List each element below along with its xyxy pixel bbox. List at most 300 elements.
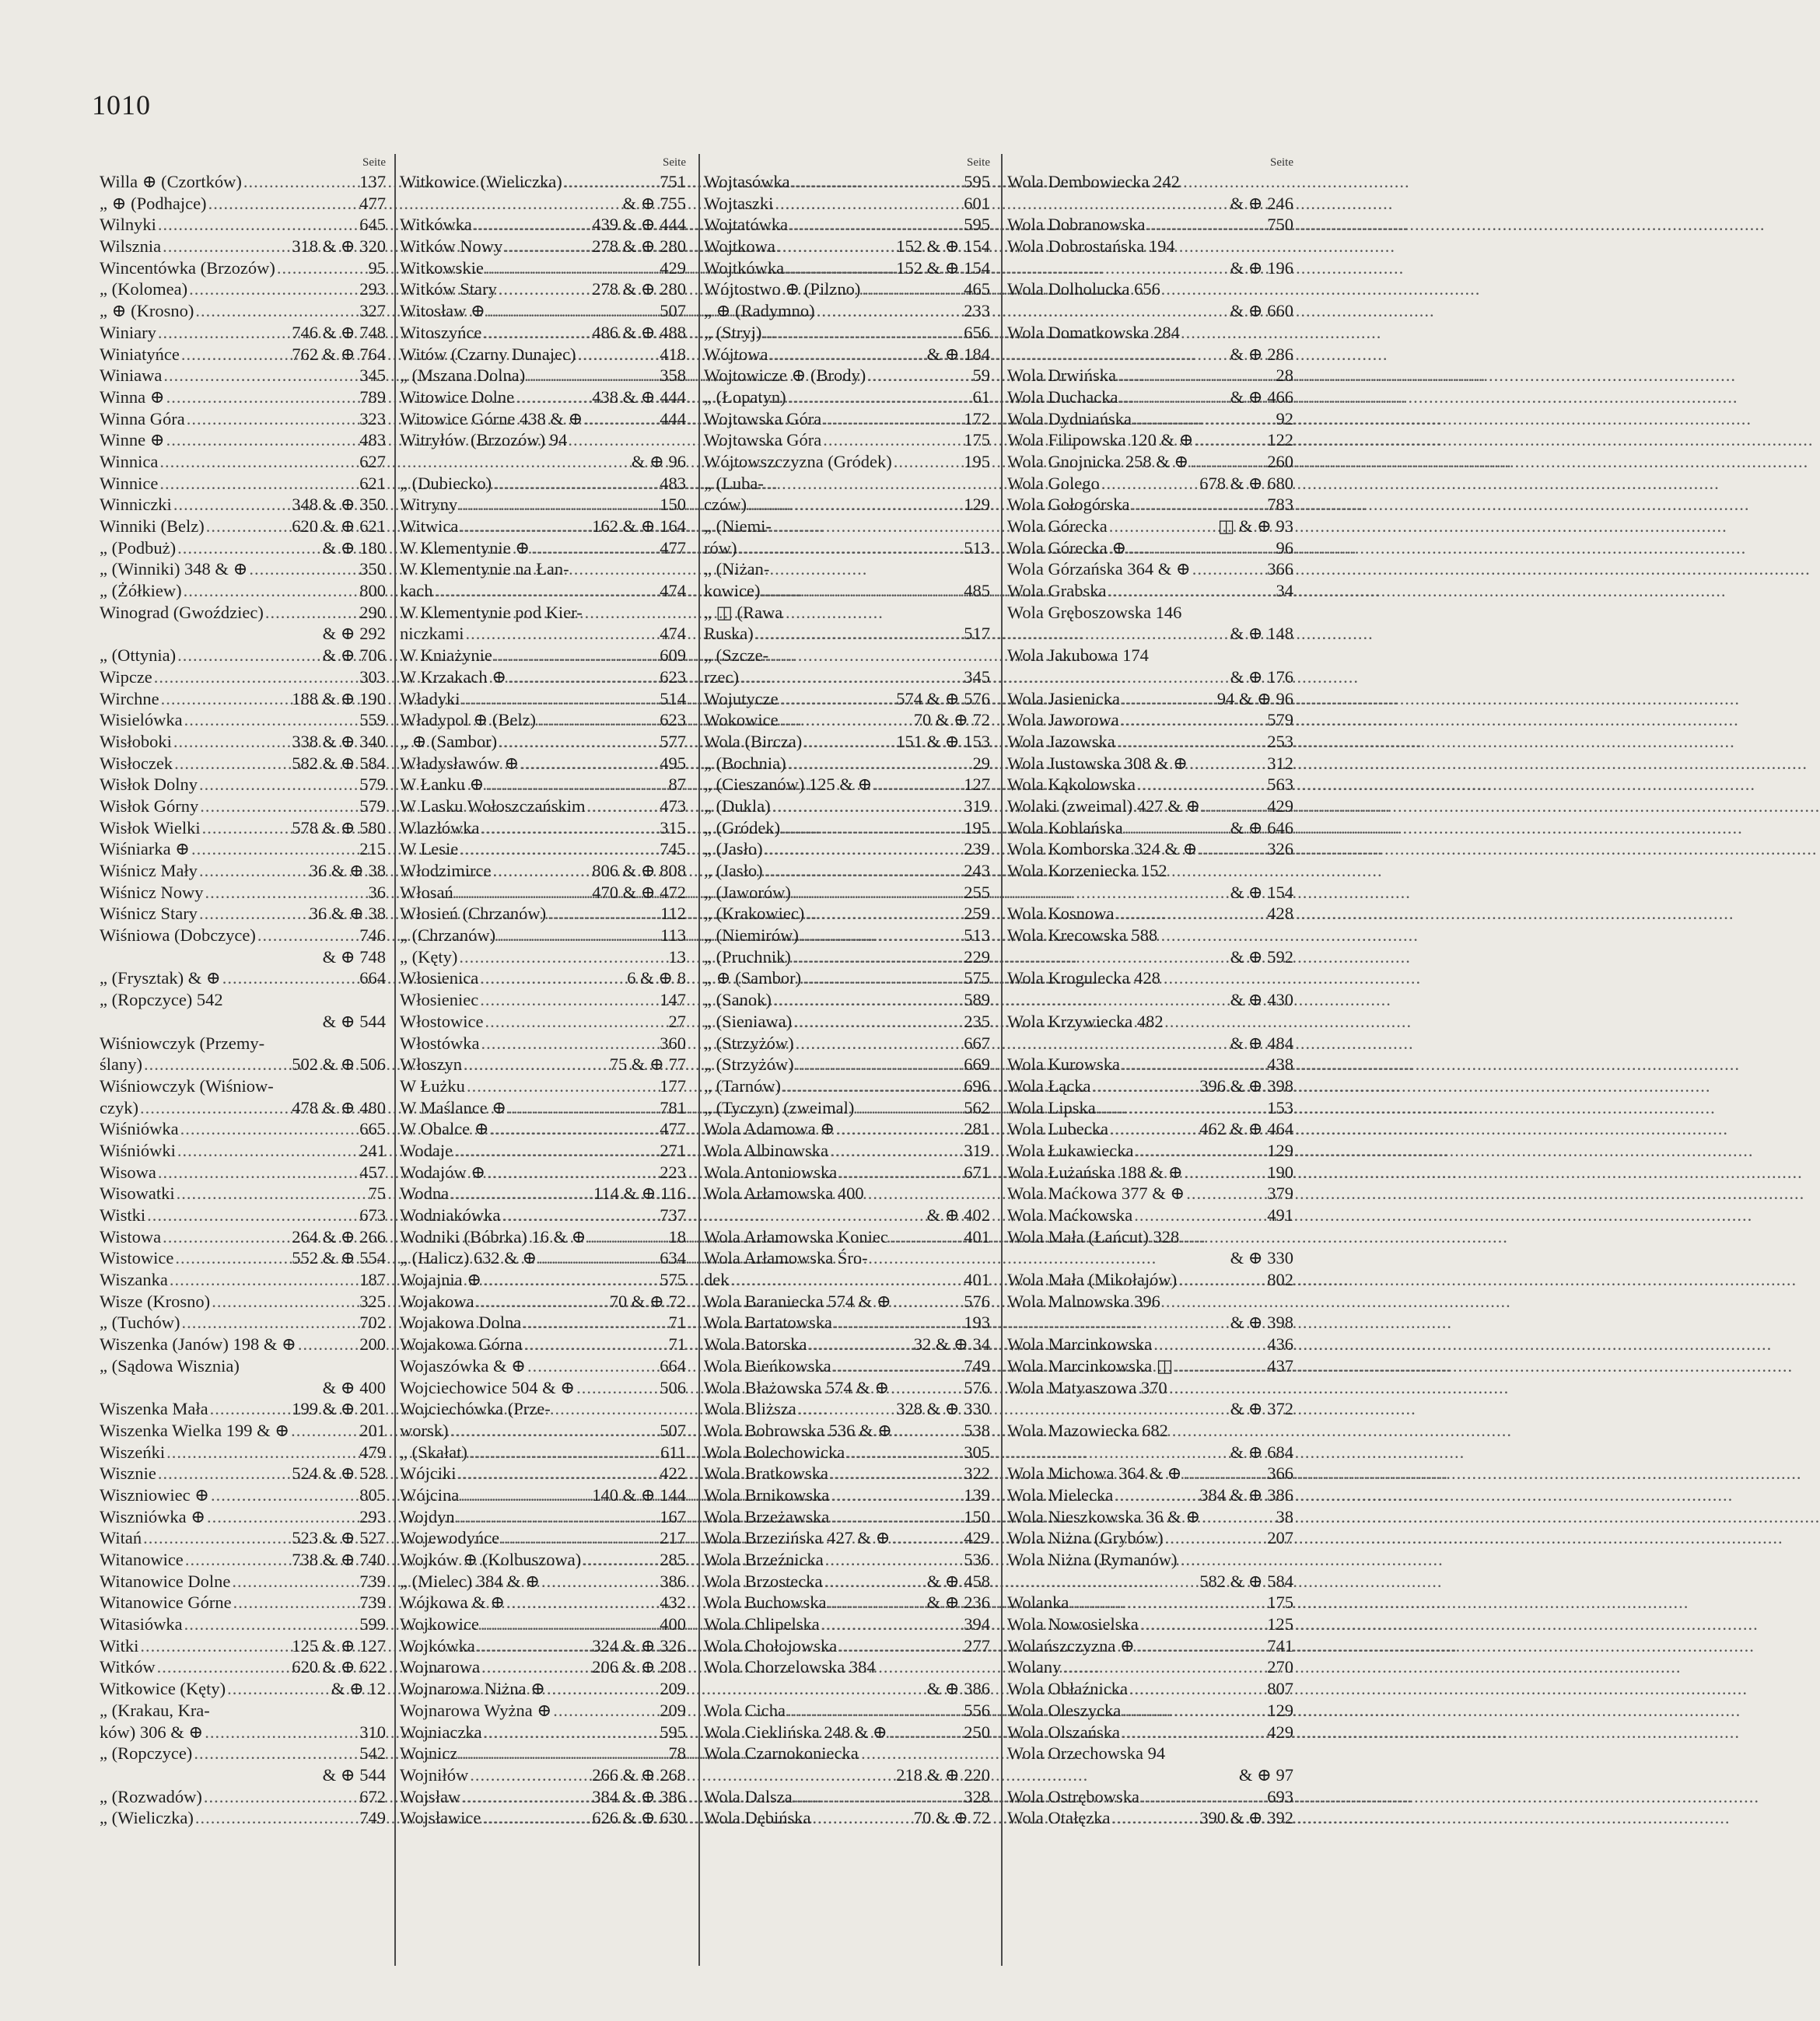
- index-entry: [1007, 257, 1297, 279]
- index-entry: [400, 1118, 689, 1140]
- page-number: 1010: [92, 89, 151, 121]
- entry-page-ref: 233: [964, 301, 990, 321]
- index-entry: [704, 344, 993, 365]
- entry-place-name: Witań: [100, 1528, 142, 1548]
- index-entry: [100, 236, 389, 257]
- index-entry: [1007, 860, 1297, 882]
- dot-leader: [455, 1506, 660, 1528]
- entry-place-name: Winiawa: [100, 365, 163, 386]
- entry-page-ref: & ⊕ 148: [1230, 624, 1293, 644]
- dot-leader: [737, 537, 964, 559]
- index-entry: [1007, 1764, 1297, 1786]
- entry-page-ref: & ⊕ 372: [1230, 1399, 1293, 1419]
- entry-page-ref: 187: [359, 1270, 386, 1290]
- entry-place-name: Ruska): [704, 624, 754, 644]
- index-entry: [1007, 1033, 1297, 1054]
- entry-page-ref: 762 & ⊕ 764: [292, 344, 386, 364]
- dot-leader: [483, 1011, 668, 1033]
- dot-leader: [1139, 1786, 1267, 1808]
- dot-leader: [791, 946, 964, 968]
- dot-leader: [1100, 473, 1199, 495]
- column-header-seite: Seite: [967, 156, 990, 169]
- entry-place-name: Włosienica: [400, 968, 479, 988]
- index-entry: [100, 795, 389, 817]
- dot-leader: [772, 989, 964, 1011]
- index-column-1: [100, 154, 389, 1974]
- dot-leader: [478, 967, 627, 989]
- entry-page-ref: 345: [964, 666, 990, 687]
- entry-place-name: Wilnyki: [100, 215, 156, 235]
- index-entry: [400, 193, 689, 215]
- entry-page-ref: 13: [668, 946, 686, 967]
- entry-place-name: „ (Cieszanów) 125 & ⊕: [704, 774, 873, 795]
- entry-page-ref: 28: [1276, 365, 1293, 386]
- dot-leader: [781, 1075, 964, 1097]
- entry-place-name: „ (Jasło): [704, 839, 763, 859]
- entry-page-ref: 634: [660, 1248, 686, 1268]
- dot-leader: [202, 1786, 359, 1808]
- entry-page-ref: & ⊕ 330: [1230, 1248, 1293, 1268]
- entry-page-ref: & ⊕ 544: [322, 1764, 386, 1785]
- dot-leader: [1108, 516, 1218, 537]
- entry-place-name: Wiszniowiec ⊕: [100, 1484, 210, 1505]
- entry-page-ref: 324 & ⊕ 326: [592, 1635, 686, 1656]
- dot-leader: [581, 1549, 660, 1571]
- index-entry: [400, 1162, 689, 1184]
- entry-page-ref: 805: [359, 1484, 386, 1505]
- dot-leader: [491, 860, 592, 882]
- entry-page-ref: 601: [964, 193, 990, 213]
- entry-page-ref: 495: [660, 753, 686, 773]
- entry-place-name: „ ⊕ (Radymno): [704, 301, 815, 321]
- entry-place-name: Witosław ⊕: [400, 301, 485, 321]
- entry-place-name: Wójkowa & ⊕: [400, 1593, 506, 1613]
- entry-place-name: Wiśniowczyk (Wiśniow-: [100, 1075, 274, 1096]
- index-entry: [704, 1269, 993, 1291]
- entry-page-ref: & ⊕ 386: [926, 1679, 990, 1699]
- entry-place-name: Wola Lubecka: [1007, 1119, 1109, 1139]
- entry-page-ref: 429: [1267, 1722, 1293, 1742]
- entry-place-name: worsk): [400, 1420, 449, 1440]
- entry-place-name: Winnica: [100, 451, 159, 471]
- index-entry: [400, 1743, 689, 1764]
- entry-page-ref: 200: [359, 1334, 386, 1355]
- entry-place-name: Wisowatki: [100, 1184, 175, 1204]
- dot-leader: [500, 1205, 660, 1226]
- dot-leader: [158, 451, 359, 473]
- index-entry: [704, 860, 993, 882]
- entry-place-name: Wola Niżna (Grybów): [1007, 1528, 1164, 1548]
- dot-leader: [1139, 1614, 1267, 1635]
- dot-leader: [289, 1420, 359, 1442]
- index-entry: [1007, 1807, 1297, 1829]
- entry-page-ref: 235: [964, 1011, 990, 1031]
- entry-place-name: Wojkówka: [400, 1635, 475, 1656]
- entry-place-name: Wola Arłamowska 400: [704, 1184, 864, 1204]
- entry-place-name: „ (Halicz) 632 & ⊕: [400, 1248, 537, 1268]
- dot-leader: [226, 1678, 331, 1700]
- entry-page-ref: 38: [1276, 1506, 1293, 1526]
- entry-place-name: Wola Olszańska: [1007, 1722, 1121, 1742]
- dot-leader: [586, 795, 660, 817]
- dot-leader: [1146, 214, 1268, 236]
- entry-place-name: „ (Niemirów): [704, 925, 799, 946]
- entry-place-name: „ (Sanok): [704, 990, 772, 1010]
- entry-place-name: rzec): [704, 666, 739, 687]
- entry-place-name: Wiszenka (Janów) 198 & ⊕: [100, 1334, 296, 1355]
- index-entry: [1007, 537, 1297, 559]
- entry-page-ref: 315: [660, 817, 686, 837]
- entry-place-name: „ (Gródek): [704, 817, 781, 837]
- index-entry: [100, 623, 389, 645]
- entry-place-name: Witków: [100, 1657, 156, 1677]
- dot-leader: [1185, 1183, 1267, 1205]
- dot-leader: [768, 344, 926, 365]
- index-entry: [400, 1807, 689, 1829]
- entry-page-ref: 438: [1267, 1054, 1293, 1075]
- entry-place-name: Witkowskie: [400, 257, 484, 278]
- entry-page-ref: 323: [359, 408, 386, 428]
- entry-page-ref: 162 & ⊕ 164: [592, 516, 686, 536]
- index-entry: [100, 516, 389, 537]
- index-entry: [100, 1442, 389, 1463]
- entry-place-name: Wokowice: [704, 710, 779, 730]
- entry-page-ref: 285: [660, 1550, 686, 1569]
- entry-place-name: „ (Łopatyn): [704, 386, 786, 407]
- entry-place-name: „ (Niemi-: [704, 516, 772, 536]
- entry-place-name: Winne ⊕: [100, 430, 165, 450]
- entry-place-name: W Klementynie ⊕: [400, 537, 530, 558]
- entry-place-name: Wola Matyaszowa 370: [1007, 1377, 1167, 1397]
- entry-place-name: Wola Cieklińska 248 & ⊕: [704, 1722, 887, 1742]
- index-entry: [704, 1571, 993, 1593]
- entry-page-ref: 338 & ⊕ 340: [292, 731, 386, 751]
- entry-place-name: Włosień (Chrzanów): [400, 904, 547, 924]
- index-entry: [400, 1054, 689, 1075]
- entry-place-name: Wojtasówka: [704, 172, 790, 191]
- dot-leader: [176, 537, 323, 559]
- entry-page-ref: 563: [1267, 774, 1293, 795]
- dot-leader: [275, 257, 369, 279]
- index-entry: [704, 1442, 993, 1463]
- dot-leader: [802, 731, 896, 753]
- dot-leader: [479, 817, 660, 839]
- entry-place-name: Wiszniówka ⊕: [100, 1506, 206, 1526]
- dot-leader: [1136, 774, 1267, 795]
- index-entry: [704, 236, 993, 257]
- dot-leader: [1113, 1484, 1199, 1506]
- index-entry: [704, 1334, 993, 1355]
- entry-place-name: Wola Niżna (Rymanów): [1007, 1550, 1178, 1569]
- entry-page-ref: 429: [964, 1528, 990, 1548]
- dot-leader: [198, 795, 359, 817]
- entry-place-name: Wola Maćkowska: [1007, 1205, 1133, 1225]
- entry-place-name: Wisze (Krosno): [100, 1291, 211, 1311]
- entry-place-name: Wola Górzańska 364 & ⊕: [1007, 559, 1191, 579]
- index-entry: [704, 774, 993, 795]
- entry-place-name: Wola Bliższa: [704, 1399, 796, 1419]
- dot-leader: [1115, 903, 1268, 925]
- entry-place-name: „ (Krakau, Kra-: [100, 1700, 210, 1720]
- entry-page-ref: 627: [359, 451, 386, 471]
- entry-place-name: Wojkowice: [400, 1614, 479, 1635]
- entry-place-name: Witoszyńce: [400, 322, 482, 342]
- entry-place-name: W Maślance ⊕: [400, 1097, 507, 1117]
- dot-leader: [1118, 386, 1230, 408]
- index-entry: [400, 731, 689, 753]
- entry-page-ref: 293: [359, 1506, 386, 1526]
- entry-page-ref: 129: [1267, 1700, 1293, 1720]
- index-entry: [400, 1764, 689, 1786]
- index-entry: [400, 1226, 689, 1248]
- entry-page-ref: 209: [660, 1700, 686, 1720]
- dot-leader: [530, 537, 660, 559]
- entry-page-ref: 384 & ⊕ 386: [592, 1786, 686, 1806]
- entry-page-ref: 439 & ⊕ 444: [592, 215, 686, 235]
- entry-place-name: ków) 306 & ⊕: [100, 1722, 204, 1742]
- dot-leader: [793, 1786, 964, 1808]
- entry-page-ref: 645: [359, 215, 386, 235]
- index-entry: [704, 171, 993, 193]
- index-entry: [1007, 795, 1297, 817]
- index-entry: [400, 171, 689, 193]
- index-entry: [1007, 882, 1297, 904]
- index-entry: [1007, 1722, 1297, 1743]
- dot-leader: [152, 666, 359, 688]
- entry-page-ref: 201: [359, 1420, 386, 1440]
- dot-leader: [182, 580, 360, 602]
- entry-place-name: Wola Domatkowska 284: [1007, 322, 1180, 342]
- index-entry: [704, 1355, 993, 1377]
- index-entry: [1007, 1291, 1297, 1313]
- dot-leader: [1091, 1075, 1200, 1097]
- entry-page-ref: 524 & ⊕ 528: [292, 1463, 386, 1484]
- dot-leader: [763, 838, 964, 860]
- entry-page-ref: 95: [368, 257, 386, 278]
- entry-place-name: „ (Winniki) 348 & ⊕: [100, 559, 248, 579]
- dot-leader: [835, 1118, 964, 1140]
- entry-page-ref: 477: [359, 193, 386, 213]
- index-entry: [704, 838, 993, 860]
- index-entry: [400, 580, 689, 602]
- entry-place-name: „ (Strzyżów): [704, 1054, 794, 1075]
- dot-leader: [780, 817, 964, 839]
- entry-place-name: „ ◫ (Rawa: [704, 602, 783, 622]
- index-entry: [100, 1398, 389, 1420]
- dot-leader: [142, 1054, 292, 1075]
- dot-leader: [156, 214, 359, 236]
- entry-page-ref: 462 & ⊕ 464: [1199, 1119, 1293, 1139]
- entry-page-ref: 167: [660, 1506, 686, 1526]
- entry-page-ref: 751: [660, 172, 686, 191]
- entry-place-name: W Obalce ⊕: [400, 1119, 489, 1139]
- dot-leader: [180, 344, 292, 365]
- entry-place-name: Wola Nieszkowska 36 & ⊕: [1007, 1506, 1201, 1526]
- index-entry: [704, 1420, 993, 1442]
- entry-page-ref: 671: [964, 1162, 990, 1182]
- entry-page-ref: 536: [964, 1550, 990, 1569]
- index-entry: [704, 1656, 993, 1678]
- index-entry: [400, 688, 689, 710]
- entry-place-name: Wola Korzeniecka 152: [1007, 861, 1167, 880]
- entry-page-ref: 360: [660, 1033, 686, 1053]
- entry-page-ref: & ⊕ 660: [1230, 301, 1293, 321]
- index-entry: [1007, 1226, 1297, 1248]
- entry-place-name: W Lasku Wołoszczańskim: [400, 795, 586, 816]
- dot-leader: [854, 1097, 964, 1119]
- dot-leader: [172, 494, 292, 516]
- entry-page-ref: 281: [964, 1119, 990, 1139]
- index-entry: [704, 688, 993, 710]
- entry-page-ref: & ⊕ 286: [1230, 344, 1293, 364]
- dot-leader: [1152, 1334, 1267, 1355]
- entry-page-ref: 806 & ⊕ 808: [592, 861, 686, 880]
- entry-page-ref: 327: [359, 301, 386, 321]
- entry-place-name: Wola Oleszycka: [1007, 1700, 1122, 1720]
- entry-page-ref: 749: [964, 1355, 990, 1376]
- index-entry: [100, 193, 389, 215]
- dot-leader: [161, 236, 292, 257]
- entry-page-ref: & ⊕ 12: [331, 1679, 386, 1699]
- index-entry: [1007, 1420, 1297, 1442]
- entry-place-name: Wisłoboki: [100, 731, 172, 751]
- entry-place-name: Witowice Dolne: [400, 386, 515, 407]
- entry-place-name: Wistowice: [100, 1248, 174, 1268]
- index-entry: [1007, 967, 1297, 989]
- index-entry: [400, 1291, 689, 1313]
- dot-leader: [1069, 1592, 1267, 1614]
- index-entry: [400, 1635, 689, 1657]
- entry-page-ref: 429: [1267, 795, 1293, 816]
- index-entry: [704, 623, 993, 645]
- entry-page-ref: 478 & ⊕ 480: [292, 1097, 386, 1117]
- index-entry: [1007, 1484, 1297, 1506]
- index-entry: [704, 753, 993, 774]
- index-entry: [100, 1247, 389, 1269]
- entry-page-ref: 491: [1267, 1205, 1293, 1225]
- dot-leader: [474, 1291, 610, 1313]
- dot-leader: [479, 1614, 660, 1635]
- entry-place-name: Wiszenka Wielka 199 & ⊕: [100, 1420, 290, 1440]
- entry-place-name: Wipcze: [100, 666, 152, 687]
- entry-page-ref: 319: [964, 1140, 990, 1160]
- entry-page-ref: 61: [972, 386, 990, 407]
- index-entry: [400, 386, 689, 408]
- entry-page-ref: 483: [660, 473, 686, 493]
- index-entry: [704, 257, 993, 279]
- dot-leader: [464, 623, 660, 645]
- dot-leader: [484, 257, 660, 279]
- entry-place-name: Wojnicz: [400, 1743, 458, 1764]
- entry-place-name: Wiśniowczyk (Przemy-: [100, 1033, 265, 1053]
- entry-page-ref: 278 & ⊕ 280: [592, 279, 686, 299]
- entry-page-ref: 582 & ⊕ 584: [1199, 1571, 1293, 1591]
- entry-page-ref: 328 & ⊕ 330: [896, 1399, 990, 1419]
- entry-place-name: Wojtkówka: [704, 257, 785, 278]
- entry-place-name: Witkowice (Kęty): [100, 1679, 226, 1699]
- index-entry: [704, 322, 993, 344]
- entry-page-ref: 750: [1267, 215, 1293, 235]
- entry-page-ref: 401: [964, 1270, 990, 1290]
- index-column-3: [704, 154, 993, 1974]
- entry-place-name: Wojtowska Góra: [704, 408, 822, 428]
- dot-leader: [484, 774, 668, 795]
- entry-place-name: Wola Arłamowska Śro-: [704, 1248, 868, 1268]
- entry-page-ref: 576: [964, 1377, 990, 1397]
- index-entry: [1007, 1011, 1297, 1033]
- dot-leader: [829, 1506, 964, 1528]
- index-entry: [100, 774, 389, 795]
- entry-place-name: Włostowice: [400, 1011, 484, 1031]
- index-entry: [400, 494, 689, 516]
- index-entry: [100, 1484, 389, 1506]
- dot-leader: [1164, 1527, 1268, 1549]
- entry-place-name: Wisowa: [100, 1162, 156, 1182]
- index-entry: [1007, 1549, 1297, 1571]
- dot-leader: [156, 322, 292, 344]
- index-entry: [704, 537, 993, 559]
- entry-page-ref: 737: [660, 1205, 686, 1225]
- dot-leader: [457, 946, 668, 968]
- dot-leader: [730, 1269, 964, 1291]
- entry-page-ref: 250: [964, 1722, 990, 1742]
- dot-leader: [172, 731, 292, 753]
- index-entry: [400, 623, 689, 645]
- entry-page-ref: 394: [964, 1614, 990, 1635]
- entry-page-ref: 113: [660, 925, 686, 946]
- entry-page-ref: 127: [964, 774, 990, 795]
- dot-leader: [829, 1484, 964, 1506]
- entry-page-ref: 271: [660, 1140, 686, 1160]
- entry-place-name: Witasiówka: [100, 1614, 183, 1635]
- entry-place-name: „ (Mszana Dolna): [400, 365, 526, 386]
- entry-page-ref: 92: [1276, 408, 1293, 428]
- dot-leader: [747, 494, 964, 516]
- entry-place-name: „ (Frysztak) & ⊕: [100, 968, 221, 988]
- index-entry: [400, 860, 689, 882]
- index-entry: [704, 645, 993, 666]
- entry-page-ref: & ⊕ 292: [322, 624, 386, 644]
- dot-leader: [786, 386, 973, 408]
- entry-page-ref: 575: [964, 968, 990, 988]
- dot-leader: [497, 731, 660, 753]
- dot-leader: [832, 1312, 964, 1334]
- index-entry: [1007, 1118, 1297, 1140]
- index-entry: [1007, 1786, 1297, 1808]
- dot-leader: [775, 236, 896, 257]
- entry-page-ref: & ⊕ 544: [322, 1011, 386, 1031]
- dot-leader: [475, 1635, 592, 1657]
- index-entry: [400, 344, 689, 365]
- dot-leader: [158, 473, 359, 495]
- entry-place-name: Wola Łużańska 188 & ⊕: [1007, 1162, 1183, 1182]
- entry-place-name: Witryny: [400, 495, 458, 515]
- index-entry: [704, 1743, 993, 1764]
- index-entry: [400, 666, 689, 688]
- dot-leader: [462, 1054, 610, 1075]
- index-entry: [1007, 1162, 1297, 1184]
- entry-page-ref: 94 & ⊕ 96: [1216, 688, 1293, 708]
- entry-place-name: Witów (Czarny Dunajec): [400, 344, 576, 364]
- entry-place-name: Wojnarowa: [400, 1657, 481, 1677]
- entry-page-ref: 59: [972, 365, 990, 386]
- entry-page-ref: & ⊕ 184: [926, 344, 990, 364]
- index-entry: [1007, 344, 1297, 365]
- index-entry: [100, 731, 389, 753]
- index-entry: [1007, 1312, 1297, 1334]
- dot-leader: [465, 1075, 660, 1097]
- entry-page-ref: & ⊕ 755: [622, 193, 686, 213]
